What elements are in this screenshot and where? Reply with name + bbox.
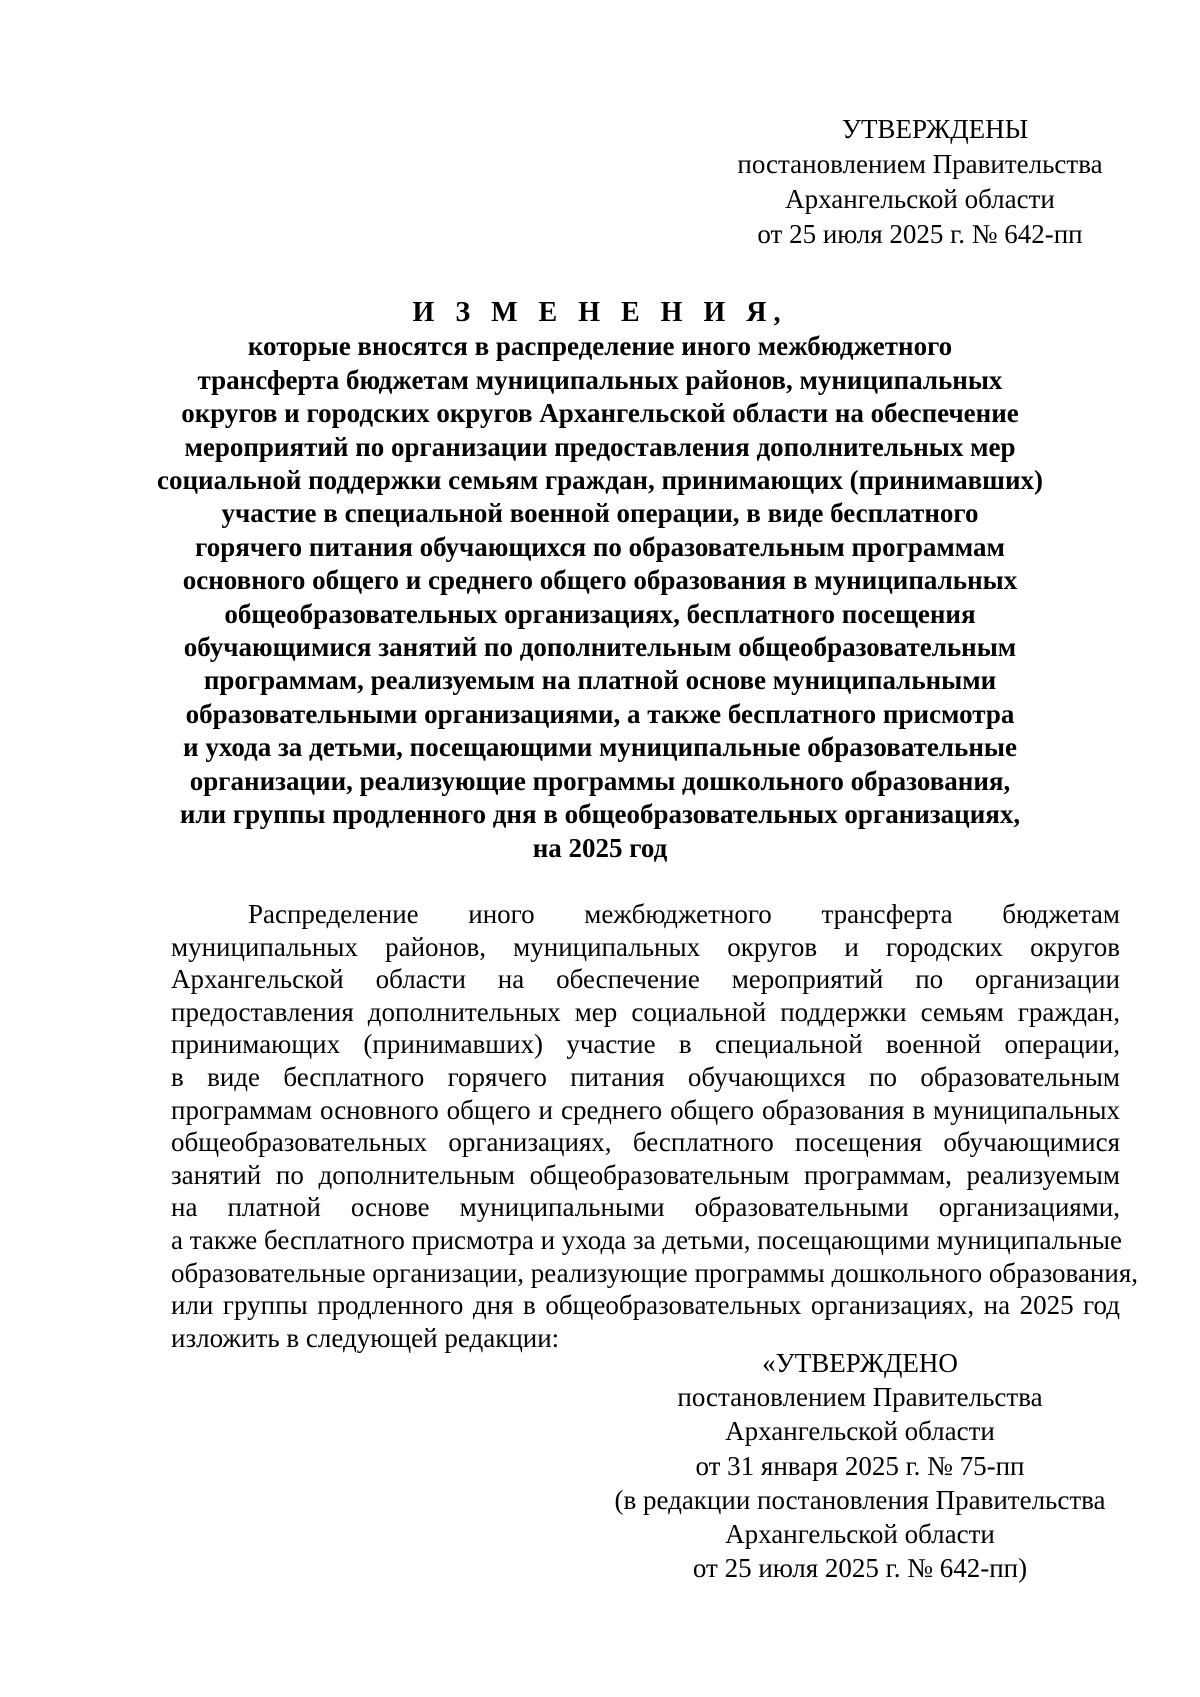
body-line: муниципальных районов, муниципальных округов и городских округов <box>171 931 1120 962</box>
approval2-line: «УТВЕРЖДЕНО <box>762 1348 958 1378</box>
body-line: изложить в следующей редакции: <box>171 1322 560 1353</box>
approval2-line: от 25 июля 2025 г. № 642-пп) <box>692 1553 1028 1584</box>
approval2-line: Архангельской области <box>725 1416 995 1447</box>
title-line: трансферта бюджетам муниципальных районов, муниципальных <box>197 364 1003 395</box>
title-line: образовательными организациями, а также бесплатного присмотра <box>185 698 1015 729</box>
title-line: горячего питания обучающихся по образовательным программам <box>195 531 1005 562</box>
body-paragraph <box>171 898 1139 1354</box>
body-line: программам основного общего и среднего общего образования в муниципальных <box>171 1094 1120 1125</box>
body-line: принимающих (принимавших) участие в специальной военной операции, <box>171 1029 1120 1060</box>
title-heading: И З М Е Н Е Н И Я, <box>412 297 788 328</box>
approval2-line: Архангельской области <box>725 1519 995 1550</box>
body-line: Архангельской области на обеспечение мероприятий по организации <box>171 964 1120 995</box>
approval-line: от 25 июля 2025 г. № 642-пп <box>757 219 1083 249</box>
title-line: которые вносятся в распределение иного межбюджетного <box>247 331 953 362</box>
title-line: организации, реализующие программы дошкольного образования, <box>189 765 1011 796</box>
title-line: участие в специальной военной операции, в виде бесплатного <box>221 498 979 529</box>
body-line: на платной основе муниципальными образовательными организациями, <box>171 1192 1120 1223</box>
approval-stamp-quoted <box>600 1346 1120 1585</box>
approval-line: постановлением Правительства <box>737 149 1103 179</box>
body-line: в виде бесплатного горячего питания обучающихся по образовательным <box>171 1061 1120 1092</box>
approval-stamp <box>705 112 1135 252</box>
body-line: а также бесплатного присмотра и ухода за детьми, посещающими муниципальные <box>171 1224 1123 1255</box>
title-line: основного общего и среднего общего образования в муниципальных <box>182 565 1018 596</box>
title-line: общеобразовательных организациях, бесплатного посещения <box>224 598 976 629</box>
title-line: обучающимися занятий по дополнительным общеобразовательным <box>183 632 1017 663</box>
title-line: или группы продленного дня в общеобразовательных организациях, <box>179 799 1021 830</box>
body-line: образовательные организации, реализующие программы дошкольного образования, <box>171 1257 1139 1288</box>
title-line: округов и городских округов Архангельской области на обеспечение <box>181 398 1019 429</box>
title-line: на 2025 год <box>532 832 668 863</box>
body-line: или группы продленного дня в общеобразовательных организациях, на 2025 год <box>171 1290 1120 1321</box>
body-line: предоставления дополнительных мер социальной поддержки семьям граждан, <box>171 996 1120 1027</box>
approval2-line: постановлением Правительства <box>677 1382 1043 1413</box>
body-line: занятий по дополнительным общеобразовательным программам, реализуемым <box>171 1159 1120 1190</box>
approval2-line: (в редакции постановления Правительства <box>614 1484 1106 1515</box>
body-line: общеобразовательных организациях, бесплатного посещения обучающимися <box>171 1127 1120 1158</box>
title-line: мероприятий по организации предоставления дополнительных мер <box>184 431 1016 462</box>
title-line: и ухода за детьми, посещающими муниципальные образовательные <box>183 732 1017 763</box>
title-line: социальной поддержки семьям граждан, принимающих (принимавших) <box>157 465 1043 496</box>
title-line: программам, реализуемым на платной основе муниципальными <box>203 665 997 696</box>
body-line: Распределение иного межбюджетного трансферта бюджетам <box>248 899 1120 929</box>
approval2-line: от 31 января 2025 г. № 75-пп <box>695 1450 1025 1481</box>
approval-line: УТВЕРЖДЕНЫ <box>841 114 1029 144</box>
document-title <box>150 296 1050 865</box>
approval-line: Архангельской области <box>785 184 1055 214</box>
